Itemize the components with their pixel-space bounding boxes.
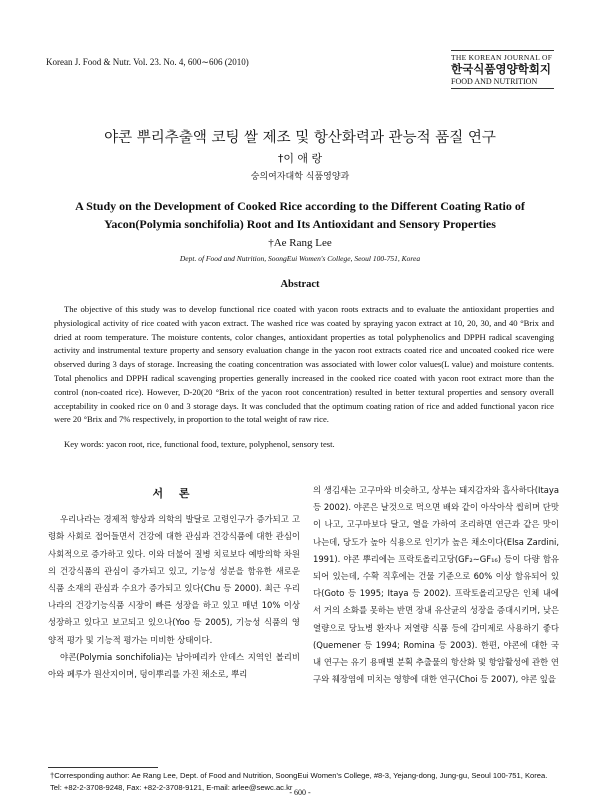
intro-paragraph-1: 우리나라는 경제적 향상과 의학의 발달로 고령인구가 증가되고 고령화 사회로 접어들면서 건강에 대한 관심과 건강식품에 대한 관심이 사회적으로 증가하고 있다. 이와 더불어 질병 치료보다 예방의학 차원의 건강식품의 관심이 증가되고 있고, 기능성 성분을 함유한 새로운 식품 소재의 관심과 수요가 증가되고 있다(Chu 등 2000). 최근 우리나라의 건강기능식품 시장이 빠른 성장을 하고 있고 매년 10% 이상 성장하고 있다고 보고되고 있으나(Yoo 등 2005), 기능성 식품의 영양적 평가 및 기능적 평가는 미비한 상태이다. xyxy=(48,514,300,645)
intro-paragraph-2-continued: 의 생김새는 고구마와 비슷하고, 상부는 돼지감자와 흡사하다(Itaya 등 2002). 야콘은 날것으로 먹으면 배와 같이 아삭아삭 씹히며 단맛이 나고, 고구마보다 달고, 열을 가하여 조리하면 연근과 같은 맛이 나는데, 당도가 높아 식용으로 인기가 높은 채소이다(Elsa Zardini, 1991). 야콘 뿌리에는 프락토올리고당(GF₂∼GF₁₆) 등이 다량 함유되어 있는데, 수확 직후에는 건물 기준으로 60% 이상 함유되어 있다(Goto 등 1995; Itaya 등 2002). 프락토올리고당은 인체 내에서 거의 소화를 못하는 반면 장내 유산균의 성장을 증대시키며, 낮은 열량으로 당뇨병 환자나 저열량 식품 등에 감미제로 사용하기 좋다(Quemener 등 1994; Romina 등 2003). 한편, 야콘에 대한 국내 연구는 유기 용매별 분획 추출물의 항산화 및 항암활성에 관한 연구와 췌장염에 미치는 영향에 대한 연구(Choi 등 2007), 야콘 잎을 xyxy=(313,485,559,685)
left-column xyxy=(48,482,300,683)
abstract-body: The objective of this study was to develop functional rice coated with yacon roots extracts and to evaluate the antioxidant properties and physiological activity of rice coated with yacon extract. The washed rice was coated by spraying yacon extract at 10, 20, 30, and 40 °Brix and dried at room temperature. The moisture contents, color changes, antioxidant properties as total polyphenolics and DPPH radical scavenging activity and instrumental texture property and sensory evaluation change in the yacon root extracts coated rice and uncoated cooked rice were observed during 3 days of storage. Increasing the coating concentration was associated with lower color values(L value) and moisture contents. Total phenolics and DPPH radical scavenging properties generally increased in the cooked rice coated with yacon root extract more than the control (non-coated rice). However, D-20(20 °Brix of the yacon root concentration) resulted in better textural properties and sensory overall acceptability in cooked rice on 0 and 3 storage days. It was concluded that the optimum coating ration of rice and added functional yacon rice were 20 °Brix and 7% respectively, in proportion to the total weight of raw rice. xyxy=(54,304,554,425)
keywords: Key words: yacon root, rice, functional food, texture, polyphenol, sensory test. xyxy=(64,439,335,449)
journal-logo-title-ko: 한국식품영양학회지 xyxy=(451,62,551,76)
journal-logo-title-en: THE KOREAN JOURNAL OF xyxy=(451,50,554,62)
paper-title-english: A Study on the Development of Cooked Rice according to the Different Coating Ratio of Yacon(Polymia sonchifolia) Root and Its Antioxidant and Sensory Properties xyxy=(75,199,525,231)
page-number: - 600 - xyxy=(289,788,311,797)
footnote-divider xyxy=(48,767,158,768)
paper-title-korean: 야콘 뿌리추출액 코팅 쌀 제조 및 항산화력과 관능적 품질 연구 xyxy=(104,130,496,146)
corresponding-author-footnote: †Corresponding author: Ae Rang Lee, Dept. of Food and Nutrition, SoongEui Women's College, #8-3, Yejang-dong, Jung-gu, Seoul 100-751, Korea. Tel: +82-2-3708-9248, Fax: +82-2-3708-9121, E-mail: arlee@sewc.ac.kr xyxy=(50,771,548,792)
author-korean: †이 애 랑 xyxy=(277,152,323,165)
affiliation-korean: 숭의여자대학 식품영양과 xyxy=(250,172,350,182)
journal-logo-box xyxy=(451,50,554,89)
section-heading-introduction: 서 론 xyxy=(152,487,196,500)
journal-citation: Korean J. Food & Nutr. Vol. 23. No. 4, 600∼606 (2010) xyxy=(46,57,249,67)
journal-logo-subtitle-en: FOOD AND NUTRITION xyxy=(451,77,554,89)
abstract-heading: Abstract xyxy=(280,279,320,290)
affiliation-english: Dept. of Food and Nutrition, SoongEui Women's College, Seoul 100-751, Korea xyxy=(179,254,421,263)
right-column xyxy=(313,482,559,688)
author-english: †Ae Rang Lee xyxy=(268,237,332,249)
intro-paragraph-2: 야콘(Polymia sonchifolia)는 남아메리카 안데스 지역인 볼리비아와 페루가 원산지이며, 덩이뿌리를 가진 채소로, 뿌리 xyxy=(48,651,300,680)
